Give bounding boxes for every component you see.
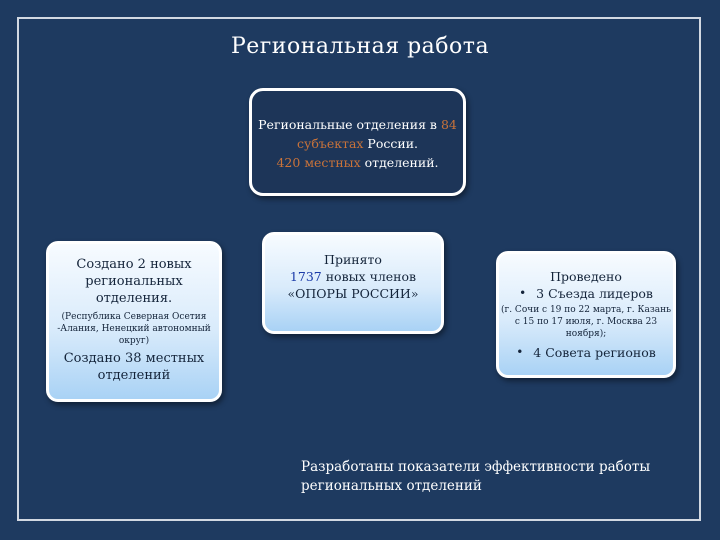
events-bullet-2	[499, 344, 673, 361]
top-box-line-1	[252, 115, 463, 134]
efficiency-indicators-text: Разработаны показатели эффективности работы региональных отделений	[301, 459, 651, 494]
top-box-local-count: 420 местных	[276, 155, 361, 170]
leaders-congress-text: 3 Съезда лидеров	[536, 286, 653, 301]
top-box-line-2	[252, 134, 463, 153]
events-box	[496, 251, 676, 378]
regions-note: (Республика Северная Осетия -Алания, Ненецкий автономный округ)	[57, 312, 211, 346]
bullet-icon: •	[519, 286, 527, 300]
bullet-icon: •	[516, 345, 524, 359]
top-box-subjects: субъектах	[296, 136, 364, 151]
created-departments-box	[46, 241, 222, 402]
top-box-line-3	[252, 153, 463, 172]
created-local-text: Создано 38 местных отделений	[63, 351, 205, 383]
regional-departments-box	[249, 88, 466, 196]
events-bullet-1	[499, 285, 673, 302]
top-box-local-label: отделений.	[360, 155, 439, 170]
mid-box-line-3: «ОПОРЫ РОССИИ»	[287, 286, 419, 301]
events-heading: Проведено	[550, 269, 622, 284]
mid-box-line-2	[265, 268, 441, 285]
new-members-label: новых членов	[321, 269, 417, 284]
congress-locations-note: (г. Сочи с 19 по 22 марта, г. Казань с 15 по 17 июля, г. Москва 23 ноября);	[500, 305, 671, 339]
top-box-russia: России.	[363, 136, 419, 151]
slide-title: Региональная работа	[230, 34, 490, 59]
top-box-count-84: 84	[440, 117, 457, 132]
new-members-count: 1737	[289, 269, 322, 284]
created-regional-text: Создано 2 новых региональных отделения.	[76, 257, 192, 306]
top-box-text-a: Региональные отделения в	[258, 117, 441, 132]
mid-box-line-1: Принято	[324, 252, 382, 267]
new-members-box	[262, 232, 444, 334]
regions-council-text: 4 Совета регионов	[533, 345, 656, 360]
